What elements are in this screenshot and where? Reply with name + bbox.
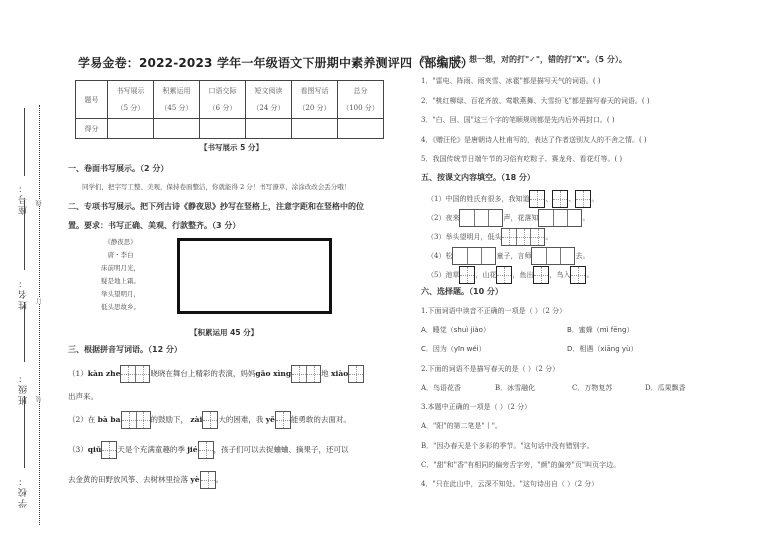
part2-header: 【积累运用 45 分】: [190, 328, 259, 337]
answer-grid[interactable]: [200, 471, 216, 489]
q5-line5: （5）池草 ，山花 ，鱼出 ，鸟入 。: [427, 266, 593, 284]
poem-line: 疑是地上霜。: [101, 277, 140, 285]
q6-title: 六、选择题。（10 分）: [421, 287, 503, 296]
q6-s1-option-d[interactable]: D．相遇（xiāng yù）: [567, 345, 638, 353]
binding-dotted-line: [39, 105, 40, 525]
q3-line3: （3）qiū 天是个充满童趣的季 jié ，孩子们可以去捉蛐蛐、摘果子，还可以: [68, 441, 349, 459]
answer-grid[interactable]: [533, 266, 549, 284]
answer-grid[interactable]: [291, 365, 321, 383]
class-label: 班级：: [19, 372, 29, 405]
answer-grid[interactable]: [198, 441, 214, 459]
q6-s3: 3.本题中正确的一项是（ ）（2 分）: [421, 403, 532, 411]
q6-s3-option-c[interactable]: C．"甜"和"香"有相同的偏旁舌字旁，"颜"的偏旁"页"叫页字边。: [421, 461, 621, 469]
score-row-label: 得分: [76, 119, 108, 139]
q5-line4: （4）松 童子，言师 去。: [427, 247, 589, 265]
exam-title: 学易金卷：2022-2023 学年一年级语文下册期中素养测评四（部编版）: [78, 56, 474, 70]
q5-line1: （1）中国的姓氏有很多，我知道 、 、 。: [427, 190, 598, 208]
q2-title-line1: 二、专项书写展示。把下列古诗《静夜思》抄写在竖格上，注意字距和在竖格中的位: [68, 202, 364, 211]
q5-title: 五、按课文内容填空。（18 分）: [421, 173, 535, 182]
q6-s1: 1.下面词语中读音不正确的一项是（ ）（2 分）: [421, 307, 567, 315]
school-underline: [24, 396, 25, 468]
binding-char-ding: 订: [36, 298, 43, 304]
q6-s3-option-b[interactable]: B．"因办春天是个多彩的季节。"这句话中没有错别字。: [421, 442, 594, 450]
q1-title: 一、卷面书写展示。（2 分）: [68, 164, 169, 173]
score-cell[interactable]: [200, 119, 246, 139]
poem-author: 唐・李白: [107, 251, 134, 259]
score-cell[interactable]: [338, 119, 384, 139]
answer-grid[interactable]: [496, 266, 512, 284]
score-cell[interactable]: [246, 119, 292, 139]
q6-s2: 2.下面的词语不是描写春天的是（ ）（2 分）: [421, 365, 560, 373]
school-label: 学校：: [19, 475, 29, 508]
seat-underline: [24, 108, 25, 176]
q6-s1-option-c[interactable]: C．因为（yīn wéi）: [421, 345, 486, 353]
answer-grid[interactable]: [459, 209, 503, 227]
q1-text: 同学们，把字写工整、美观，保持卷面整洁，你就能得 2 分！书写潦草，涂涂改改会丢分哦！: [82, 183, 351, 191]
q6-s2-option-d[interactable]: D．瓜果飘香: [645, 384, 686, 392]
col-header: 看图写话 （20 分）: [292, 81, 338, 119]
answer-grid[interactable]: [452, 247, 496, 265]
col-header: 总分 （100 分）: [338, 81, 384, 119]
answer-grid[interactable]: [459, 266, 475, 284]
answer-grid[interactable]: [552, 190, 568, 208]
q3-line3b: 去金黄的田野放风筝、去树林里捡落 yè 。: [68, 471, 223, 489]
row-header-cell: 题号: [76, 81, 108, 119]
q3-line1: （1）kàn zhe 晓晓在舞台上精彩的表演，妈妈gāo xìng 地 xiào: [68, 365, 364, 383]
q4-item: 1．"雷电、阵雨、雨夹雪、冰雹"都是描写天气的词语。( ): [421, 77, 601, 85]
answer-grid[interactable]: [202, 411, 218, 429]
q3-line2: （2）在 bà ba 的鼓励下， zài 大的困难，我 yě 能勇敢的去面对。: [68, 411, 351, 429]
q3-line1b: 出声来。: [68, 392, 98, 401]
poem-title: 《静夜思》: [104, 238, 137, 246]
score-cell[interactable]: [292, 119, 338, 139]
class-underline: [24, 302, 25, 362]
answer-grid[interactable]: [570, 266, 586, 284]
col-header: 口语交际 （6 分）: [200, 81, 246, 119]
answer-grid[interactable]: [531, 247, 575, 265]
q2-title-line2: 置。要求：书写正确、美观、行款整齐。（3 分）: [68, 221, 241, 230]
answer-grid[interactable]: [121, 411, 151, 429]
poem-line: 床前明月光，: [101, 264, 140, 272]
q3-title: 三、根据拼音写词语。（12 分）: [68, 345, 182, 354]
answer-grid[interactable]: [575, 190, 591, 208]
score-cell[interactable]: [154, 119, 200, 139]
score-table: [75, 80, 384, 139]
part1-header: 【书写展示 5 分】: [200, 143, 263, 152]
answer-grid[interactable]: [501, 228, 545, 246]
q6-s1-option-b[interactable]: B．蜜蜂（mì fēng）: [567, 326, 634, 334]
poem-line: 举头望明月，: [101, 290, 140, 298]
q6-s2-option-b[interactable]: B．冰雪融化: [495, 384, 536, 392]
q5-line3: （3）举头望明月，低头 。: [427, 228, 552, 246]
poem: [93, 236, 148, 314]
q6-s2-option-c[interactable]: C．万物复苏: [572, 384, 613, 392]
q4-title: 四、读一读，想一想，对的打"✓"，错的打"X"。（5 分）。: [421, 55, 627, 64]
q6-s4: 4．"只在此山中，云深不知处。"这句诗出自（ ）（2 分）: [421, 480, 599, 488]
name-underline: [24, 200, 25, 270]
q6-s2-option-a[interactable]: A．鸟语花香: [421, 384, 462, 392]
writing-box[interactable]: [177, 238, 332, 314]
answer-grid[interactable]: [529, 190, 545, 208]
q5-line2: （2）夜来 声，花落知 。: [427, 209, 589, 227]
col-header: 书写展示 （5 分）: [108, 81, 154, 119]
q6-s3-option-a[interactable]: A．"阳"的第二笔是"丨"。: [421, 422, 502, 430]
answer-grid[interactable]: [538, 209, 582, 227]
binding-char-xian: 线: [36, 200, 43, 206]
name-label: 姓名：: [19, 277, 29, 310]
answer-grid[interactable]: [120, 365, 150, 383]
answer-grid[interactable]: [348, 365, 364, 383]
q4-item: 2．"桃红柳绿、百花齐放、莺歌燕舞、大雪纷飞"都是描写春天的词语。( ): [421, 97, 650, 105]
binding-char-zhuang: 装: [36, 396, 43, 402]
q4-item: 3．"白、回、国"这三个字的笔顺规则都是先内后外再封口。( ): [421, 116, 615, 124]
q4-item: 4．《赠汪伦》是唐朝诗人杜甫写的，表达了作者送别友人的不舍之情。( ): [421, 136, 647, 144]
col-header: 积累运用 （45 分）: [154, 81, 200, 119]
col-header: 短文阅读 （24 分）: [246, 81, 292, 119]
answer-grid[interactable]: [101, 441, 117, 459]
answer-grid[interactable]: [275, 411, 291, 429]
poem-line: 低头思故乡。: [101, 303, 140, 311]
score-cell[interactable]: [108, 119, 154, 139]
seat-label: 座号：: [19, 182, 29, 215]
q4-item: 5．我国传统节日端午节的习俗有吃粽子、赛龙舟、看花灯等。( ): [421, 155, 623, 163]
q6-s1-option-a[interactable]: A．睡觉（shuì jiào）: [421, 326, 490, 334]
